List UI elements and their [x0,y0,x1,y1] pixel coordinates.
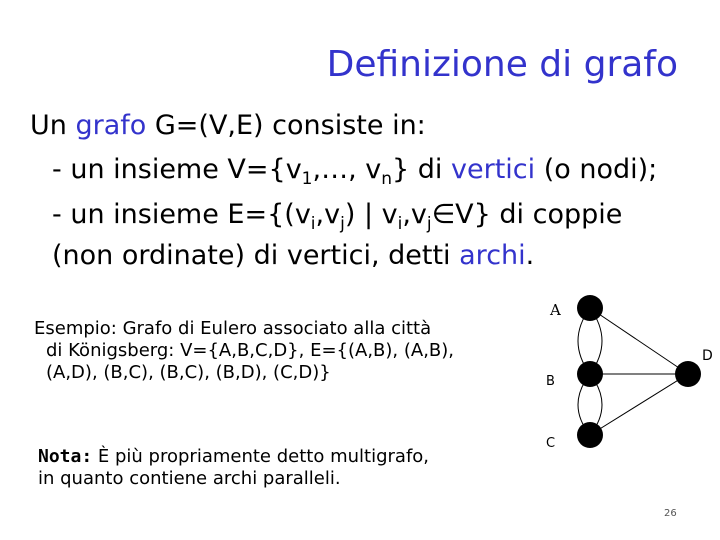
term-vertici: vertici [451,154,536,185]
b1-mid: ,…, v [312,154,382,185]
b2-sub4: j [426,214,432,234]
node-label-a: A [550,301,561,319]
b2-c2: ) | v [344,199,398,230]
page-number: 26 [664,508,677,519]
slide-title: Definizione di grafo [326,44,678,85]
intro-line [30,106,426,146]
intro-pre: Un [30,110,76,141]
example-block [34,318,534,384]
b2-pre: - un insieme E={(v [52,199,311,230]
note-block [38,446,538,490]
graph-nodes [577,295,701,448]
b2-c4: ∈V} di coppie [431,199,623,230]
b2-sub3: i [397,214,403,234]
example-line-1: Esempio: Grafo di Eulero associato alla città [34,318,432,339]
b1-sub1: 1 [301,169,313,189]
node-b [577,361,603,387]
b2-c1: ,v [315,199,341,230]
note-line-2: in quanto contiene archi paralleli. [38,468,341,489]
b2-line2-pre: (non ordinate) di vertici, detti [52,240,460,271]
konigsberg-graph [530,285,720,475]
example-line-3: (A,D), (B,C), (B,C), (B,D), (C,D)} [46,362,331,383]
bullet-vertices [52,150,657,190]
node-label-d: D [702,348,713,364]
b2-c3: ,v [402,199,427,230]
intro-post: G=(V,E) consiste in: [146,110,426,141]
b1-pre: - un insieme V={v [52,154,302,185]
node-c [577,422,603,448]
bullet-edges-line2 [52,236,534,276]
note-line-1 [38,446,538,468]
example-line-2: di Königsberg: V={A,B,C,D}, E={(A,B), (A,B), [46,340,455,361]
edge-a-d [590,308,688,374]
note-line-1-rest: È più propriamente detto multigrafo, [92,446,430,467]
bullet-edges [52,195,622,235]
b1-post: } di [392,154,451,185]
node-label-b: B [546,374,555,389]
b1-end: (o nodi); [535,154,658,185]
term-grafo: grafo [75,110,147,141]
node-label-c: C [546,436,556,451]
term-archi: archi [459,240,526,271]
node-d [675,361,701,387]
edge-c-d [590,374,688,435]
b2-sub1: i [310,214,316,234]
b1-sub2: n [381,169,393,189]
note-label: Nota: [38,446,93,467]
b2-sub2: j [340,214,345,234]
node-a [577,295,603,321]
b2-line2-end: . [525,240,535,271]
